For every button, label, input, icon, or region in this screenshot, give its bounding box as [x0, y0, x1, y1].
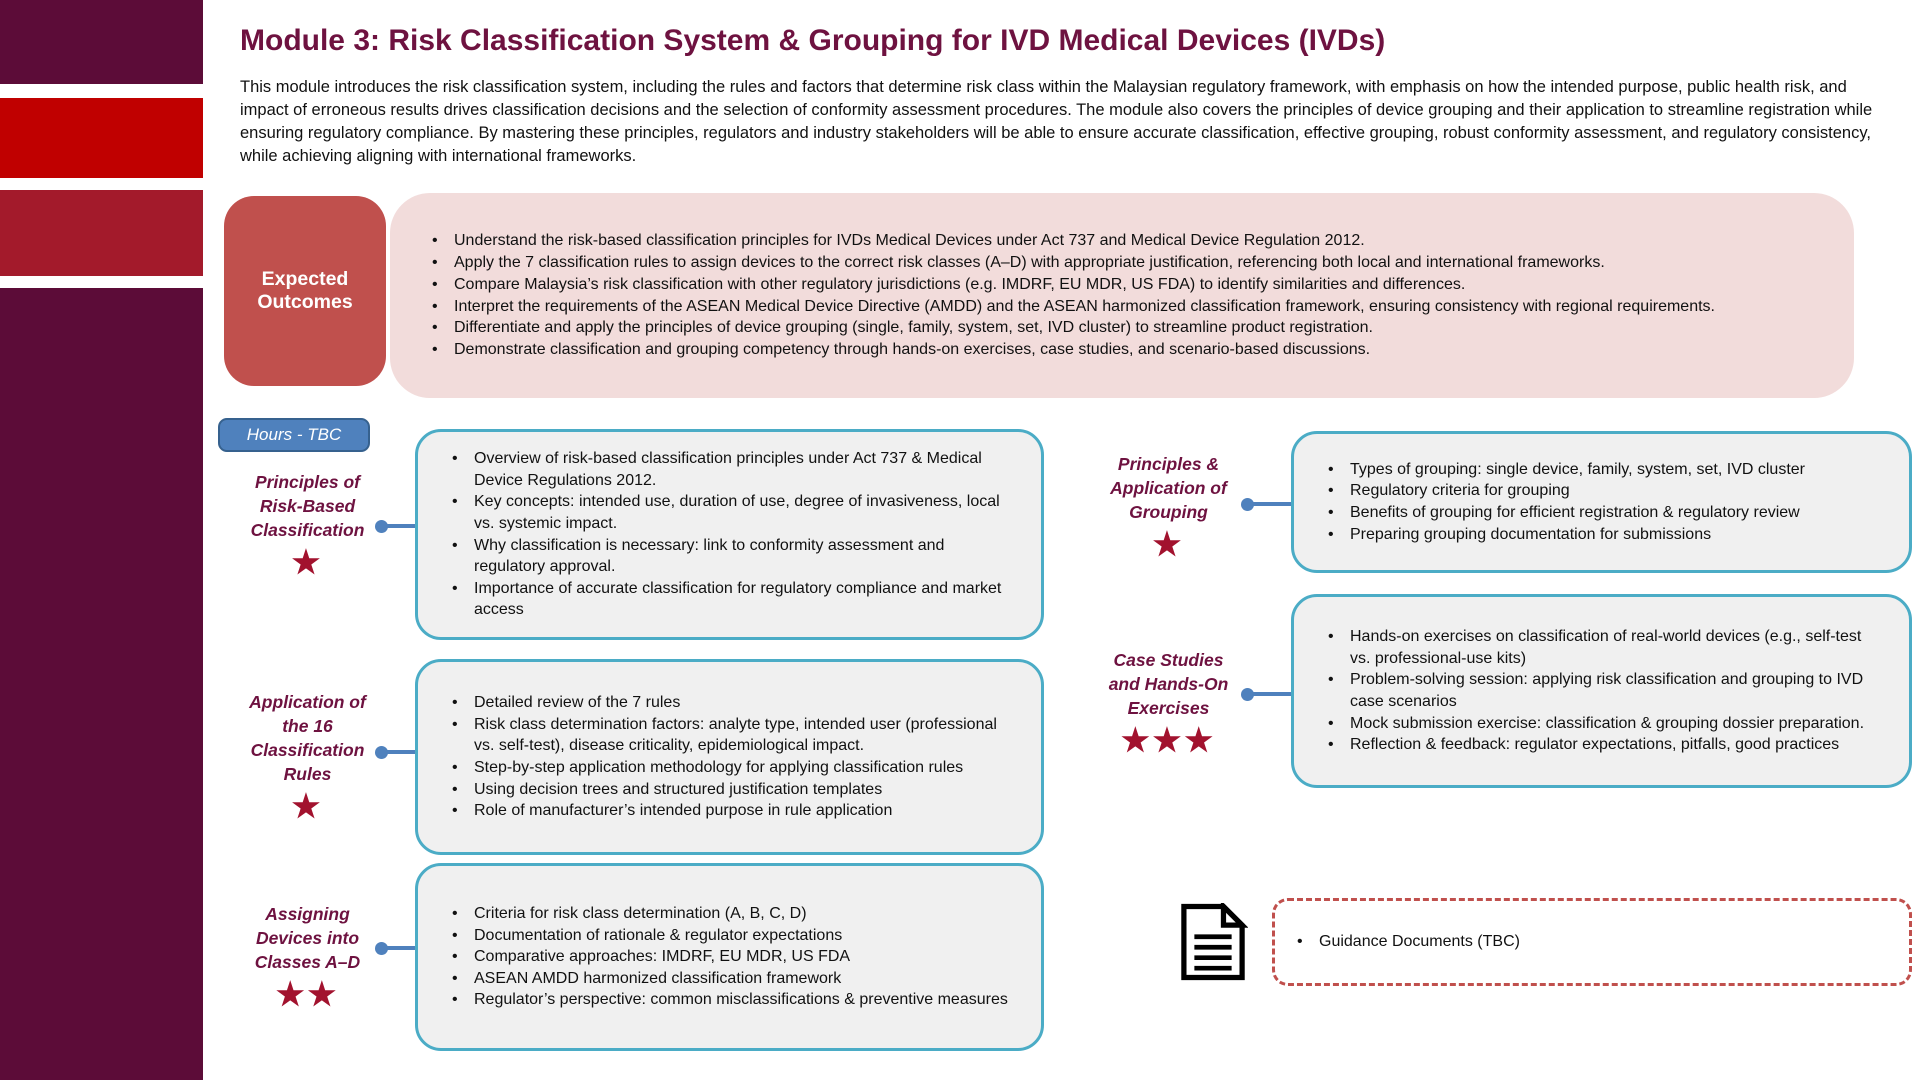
guidance-box	[1272, 898, 1912, 986]
topic-label-assigning-classes	[240, 902, 375, 1012]
expected-outcomes-box	[390, 193, 1854, 398]
difficulty-stars: ★	[291, 788, 324, 824]
bullet-item: • ASEAN AMDD harmonized classification framework	[444, 968, 1008, 990]
bullet-item: • Using decision trees and structured justification templates	[444, 779, 1015, 801]
bullet-item: • Guidance Documents (TBC)	[1289, 931, 1520, 953]
accent-bar-crimson	[0, 190, 203, 276]
accent-bar-red	[0, 98, 203, 178]
document-icon	[1178, 903, 1248, 981]
bullet-item: • Types of grouping: single device, family, system, set, IVD cluster	[1320, 459, 1805, 481]
bullet-item: • Criteria for risk class determination (A, B, C, D)	[444, 903, 1008, 925]
topic-box-assigning-classes	[415, 863, 1044, 1051]
topic-label-text: Principles & Application of Grouping	[1110, 454, 1227, 522]
bullet-item: • Problem-solving session: applying risk classification and grouping to IVD case scenarios	[1320, 669, 1883, 712]
bullet-item: • Risk class determination factors: analyte type, intended user (professional vs. self-test), disease criticality, epidemiological impact.	[444, 714, 1015, 757]
bullet-item: • Detailed review of the 7 rules	[444, 692, 1015, 714]
bullet-item: • Regulatory criteria for grouping	[1320, 480, 1805, 502]
bullet-item: • Step-by-step application methodology for applying classification rules	[444, 757, 1015, 779]
bullet-item: • Apply the 7 classification rules to assign devices to the correct risk classes (A–D) with appropriate justification, referencing both local and international frameworks.	[424, 252, 1715, 274]
difficulty-stars: ★★★	[1120, 722, 1217, 758]
topic-label-text: Principles of Risk-Based Classification	[250, 472, 365, 540]
topic-bullet-list	[1320, 626, 1883, 756]
hours-badge: Hours - TBC	[218, 418, 370, 452]
bullet-item: • Documentation of rationale & regulator expectations	[444, 925, 1008, 947]
bullet-item: • Comparative approaches: IMDRF, EU MDR, US FDA	[444, 946, 1008, 968]
bullet-item: • Preparing grouping documentation for submissions	[1320, 524, 1805, 546]
bullet-item: • Reflection & feedback: regulator expectations, pitfalls, good practices	[1320, 734, 1883, 756]
topic-label-case-studies	[1101, 648, 1236, 758]
topic-bullet-list	[444, 692, 1015, 822]
difficulty-stars: ★	[1152, 526, 1185, 562]
topic-label-text: Application of the 16 Classification Rules	[249, 692, 366, 784]
topic-bullet-list	[1320, 459, 1805, 545]
bullet-item: • Key concepts: intended use, duration of use, degree of invasiveness, local vs. systemic impact.	[444, 491, 1015, 534]
topic-label-grouping	[1101, 452, 1236, 562]
bullet-item: • Why classification is necessary: link to conformity assessment and regulatory approval.	[444, 535, 1015, 578]
bullet-item: • Interpret the requirements of the ASEAN Medical Device Directive (AMDD) and the ASEAN harmonized classification framework, ensuring consistency with regional requirements.	[424, 296, 1715, 318]
topic-label-principles-risk-based	[240, 470, 375, 580]
accent-bar-maroon-top	[0, 0, 203, 84]
bullet-item: • Compare Malaysia’s risk classification with other regulatory jurisdictions (e.g. IMDRF, EU MDR, US FDA) to identify similarities and differences.	[424, 274, 1715, 296]
bullet-item: • Regulator’s perspective: common misclassifications & preventive measures	[444, 989, 1008, 1011]
accent-bar-maroon-bottom	[0, 288, 203, 1080]
expected-outcomes-list	[424, 230, 1715, 361]
topic-box-classification-rules	[415, 659, 1044, 855]
bullet-item: • Importance of accurate classification for regulatory compliance and market access	[444, 578, 1015, 621]
bullet-item: • Understand the risk-based classification principles for IVDs Medical Devices under Act 737 and Medical Device Regulation 2012.	[424, 230, 1715, 252]
topic-label-text: Assigning Devices into Classes A–D	[254, 904, 361, 972]
difficulty-stars: ★★	[275, 976, 340, 1012]
bullet-item: • Demonstrate classification and grouping competency through hands-on exercises, case studies, and scenario-based discussions.	[424, 339, 1715, 361]
bullet-item: • Differentiate and apply the principles of device grouping (single, family, system, set, IVD cluster) to streamline product registration.	[424, 317, 1715, 339]
bullet-item: • Overview of risk-based classification principles under Act 737 & Medical Device Regulations 2012.	[444, 448, 1015, 491]
page-title: Module 3: Risk Classification System & Grouping for IVD Medical Devices (IVDs)	[240, 24, 1386, 57]
topic-bullet-list	[444, 448, 1015, 621]
guidance-list	[1289, 931, 1520, 953]
bullet-item: • Mock submission exercise: classification & grouping dossier preparation.	[1320, 713, 1883, 735]
topic-bullet-list	[444, 903, 1008, 1011]
connector-line	[1252, 692, 1296, 696]
connector-line	[1252, 502, 1296, 506]
topic-box-grouping	[1291, 431, 1912, 573]
topic-box-case-studies	[1291, 594, 1912, 788]
bullet-item: • Hands-on exercises on classification of real-world devices (e.g., self-test vs. professional-use kits)	[1320, 626, 1883, 669]
sidebar-accent-bars	[0, 0, 203, 1080]
intro-paragraph: This module introduces the risk classification system, including the rules and factors that determine risk class within the Malaysian regulatory framework, with emphasis on how the intended purpose, public health risk, and impact of erroneous results drives classification decisions and the selection of conformity assessment procedures. The module also covers the principles of device grouping and their application to streamline registration while ensuring regulatory compliance. By mastering these principles, regulators and industry stakeholders will be able to ensure accurate classification, effective grouping, robust conformity assessment, and regulatory consistency, while achieving aligning with international frameworks.	[240, 78, 1873, 165]
difficulty-stars: ★	[291, 544, 324, 580]
expected-outcomes-label: Expected Outcomes	[224, 196, 386, 386]
topic-box-principles-risk-based	[415, 429, 1044, 640]
topic-label-classification-rules	[240, 690, 375, 824]
topic-label-text: Case Studies and Hands-On Exercises	[1108, 650, 1229, 718]
bullet-item: • Role of manufacturer’s intended purpose in rule application	[444, 800, 1015, 822]
bullet-item: • Benefits of grouping for efficient registration & regulatory review	[1320, 502, 1805, 524]
